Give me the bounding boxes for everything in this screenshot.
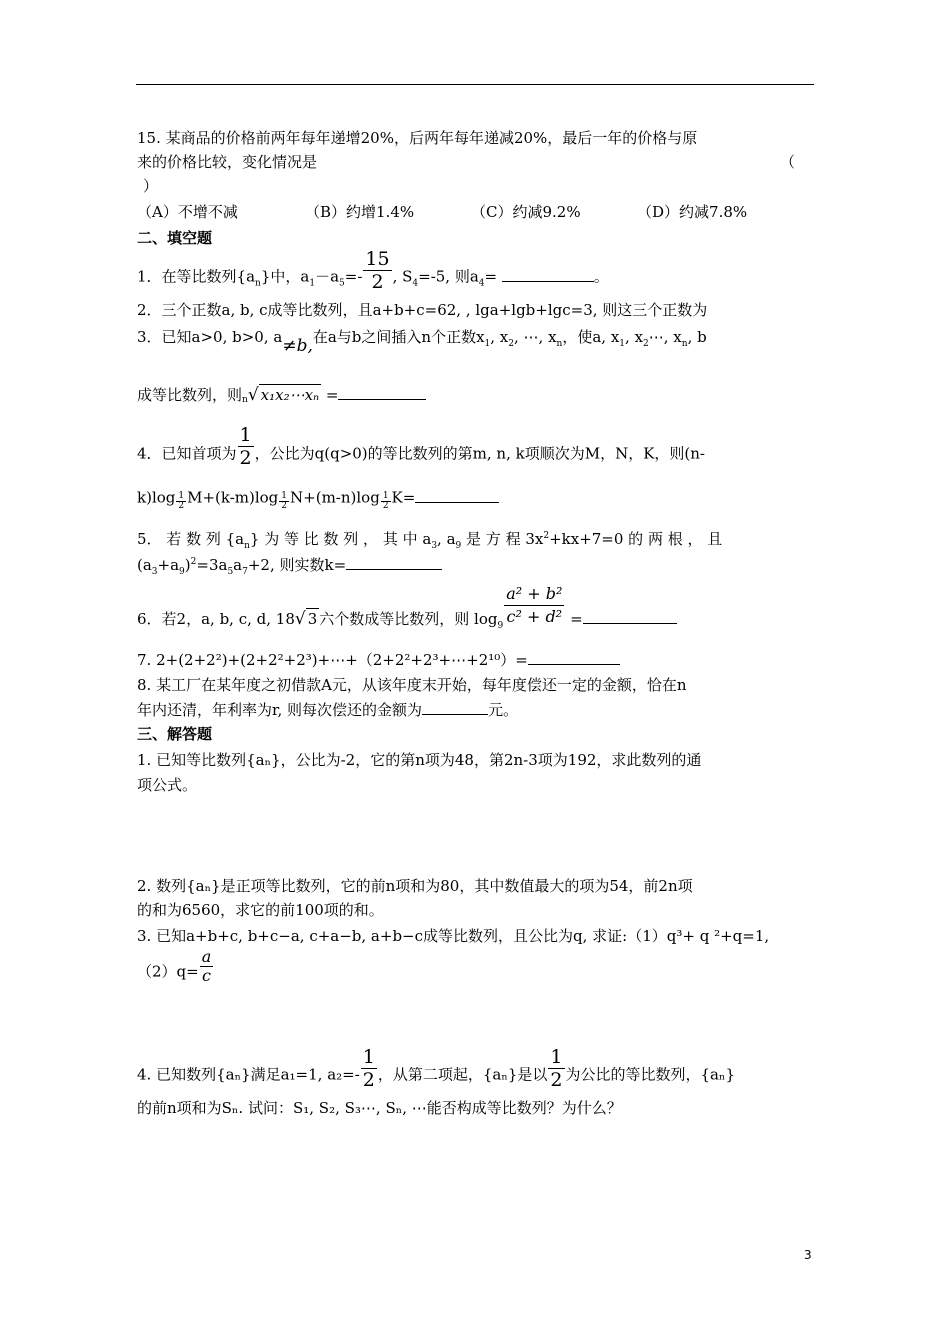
q15-paren-close: ） — [143, 177, 159, 195]
fill-8-line2: 年内还清，年利率为r, 则每次偿还的金额为 元。 — [137, 701, 519, 719]
fill-5-line2: $(a_3+a_9)^2=3a_5a_7+2$, 则实数k= — [137, 552, 442, 582]
solve-4-line1: 4. 已知数列{aₙ}满足a₁=1, a₂=- $\frac{1}{2}$ ，从第二项起，{aₙ}是以 $\frac{1}{2}$ 为公比的等比数列，{aₙ} — [137, 1046, 736, 1091]
fraction-1-2: $\frac{1}{2}$ — [239, 424, 252, 469]
fill-8-line1: 8. 某工厂在某年度之初借款A元，从该年度末开始，每年度偿还一定的金额，恰在n — [137, 676, 687, 694]
solve-2-line2: 的和为6560，求它的前100项的和。 — [137, 901, 384, 919]
answer-blank[interactable] — [415, 488, 499, 503]
q15-option-b: （B）约增1.4% — [305, 203, 415, 221]
fill-3-line1: 3．已知a>0, b>0, a≠b,在a与b之间插入n个正数$x_1$, $x_2$, ⋯, $x_n$，使a, $x_1$, $x_2\cdots$, $x_n$, b — [137, 328, 707, 356]
fill-4-line1: 4．已知首项为 $\frac{1}{2}$ ，公比为q(q>0)的等比数列的第m, n, k项顺次为M，N，K，则(n- — [137, 424, 705, 469]
fill-3-line2: 成等比数列，则$^n$√ x₁x₂⋯xₙ = — [137, 382, 426, 405]
fill-5-line1: 5． 若 数 列 $\{a_n\}$ 为 等 比 数 列 ， 其 中 $a_3$, $a_9$ 是 方 程 $3x^2+kx+7=0$ 的 两 根 ， 且 — [137, 530, 723, 551]
page-number: 3 — [804, 1248, 812, 1262]
header-rule — [136, 84, 814, 85]
answer-blank[interactable] — [528, 650, 620, 665]
fill-1: 1．在等比数列$\{a_n\}$中，$a_1-a_5=-$ $\frac{15}{2}$ , $S_4=-5$, 则$a_4=$ 。 — [137, 248, 609, 293]
section-fill-blank-title: 二、填空题 — [137, 229, 213, 247]
neq-symbol: ≠b, — [282, 336, 313, 356]
solve-1-line2: 项公式。 — [137, 776, 198, 794]
fill-7: 7. 2+(2+2²)+(2+2²+2³)+⋯+（2+2²+2³+⋯+2¹⁰）= — [137, 650, 620, 670]
fraction-15-2: $\frac{15}{2}$ — [365, 248, 390, 293]
q15-option-c: （C）约减9.2% — [471, 203, 581, 221]
answer-blank[interactable] — [422, 700, 488, 715]
answer-blank[interactable] — [583, 609, 677, 624]
solve-2-line1: 2. 数列{aₙ}是正项等比数列，它的前n项和为80，其中数值最大的项为54，前2n项 — [137, 877, 693, 895]
root-index: n — [242, 395, 248, 405]
nth-root-expression: x₁x₂⋯xₙ — [260, 386, 320, 404]
section-solve-title: 三、解答题 — [137, 725, 213, 743]
solve-4-line2: 的前n项和为Sₙ. 试问：S₁, S₂, S₃⋯, Sₙ, ⋯能否构成等比数列？为什么？ — [137, 1099, 622, 1117]
fraction-a2b2-c2d2: $\frac{\text{a² + b²}}{\text{c² + d²}}$ — [506, 583, 563, 626]
solve-3-line1: 3. 已知a+b+c, b+c−a, c+a−b, a+b−c成等比数列，且公比为q, 求证:（1）q³+ q ²+q=1, — [137, 927, 770, 945]
answer-blank[interactable] — [346, 555, 442, 570]
fraction-1-2: $\frac{1}{2}$ — [550, 1046, 563, 1091]
q15-options — [137, 202, 747, 222]
fill-6: 6．若2，a, b, c, d, 18√ 3 六个数成等比数列，则 $\log_9$ $\frac{\text{a² + b²}}{\text{c² + d²}}$ = — [137, 608, 677, 636]
q15-paren-open: （ — [780, 153, 796, 171]
q15-option-a: （A）不增不减 — [137, 203, 238, 221]
fill-4-line2: k)log $\frac{1}{2}$ M+(k-m)log $\frac{1}{2}$ N+(m-n)log $\frac{1}{2}$ K= — [137, 486, 499, 511]
answer-blank[interactable] — [502, 267, 594, 282]
fill-2: 2．三个正数a, b, c成等比数列，且a+b+c=62, , lga+lgb+lgc=3, 则这三个正数为 — [137, 301, 708, 319]
fraction-a-c: $\frac{a}{c}$ — [201, 947, 212, 985]
solve-3-line2: （2）q= $\frac{a}{c}$ — [137, 947, 212, 985]
q15-line1: 15. 某商品的价格前两年每年递增20%，后两年每年递减20%，最后一年的价格与原 — [137, 129, 698, 147]
fraction-1-2: $\frac{1}{2}$ — [362, 1046, 375, 1091]
q15-line2: 来的价格比较，变化情况是 （ — [137, 153, 796, 171]
answer-blank[interactable] — [338, 385, 426, 400]
q15-option-d: （D）约减7.8% — [637, 203, 748, 221]
sqrt-3: 3 — [307, 610, 318, 628]
solve-1-line1: 1. 已知等比数列{aₙ}，公比为-2，它的第n项为48，第2n-3项为192，求此数列的通 — [137, 751, 702, 769]
